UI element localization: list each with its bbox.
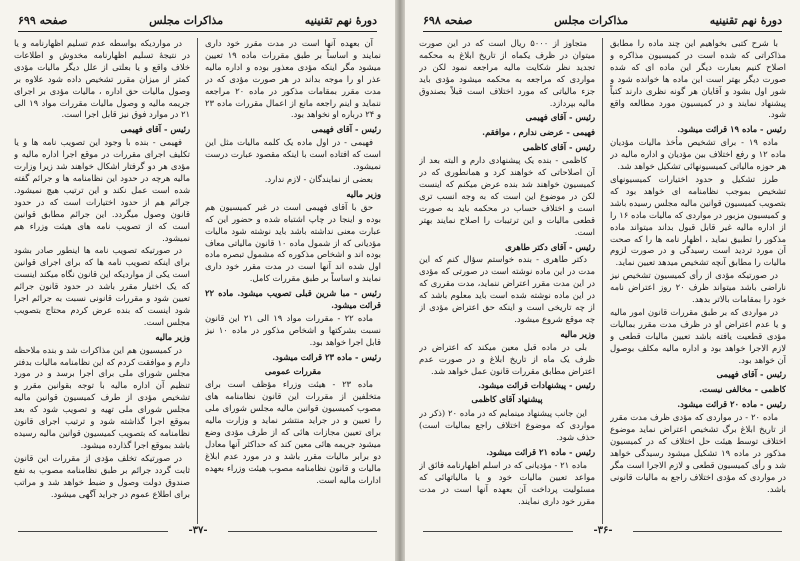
paragraph: با شرح کتبی بخواهیم این چند ماده را مطابق مذاکراتی که شده است در کمیسیون مذاکره و اصلاح کنیم بعبارت دیگر این ماده ای که شده صورت دیگر بهتر است این ماده ها خوانده شود و شور اول بشود و آقایان هر گونه نظری دارند کتباً پیشنهاد نمایند و در کمیسیون مورد مطالعه واقع شود.: [610, 38, 786, 120]
paragraph: در صورتیکه مؤدی از رأی کمیسیون تشخیص نیز ناراضی باشد میتواند ظرف ۲۰ روز اعتراض نامه خود را بمقامات بالاتر بدهد.: [610, 270, 786, 305]
left-header-page-label: صفحه ۶۹۹: [18, 13, 68, 27]
right-page-number: -۳۶-: [573, 525, 633, 536]
left-header-rule: [18, 31, 377, 32]
left-page-number: -۳۷-: [168, 525, 228, 536]
right-page: [405, 0, 800, 561]
left-page-column-right: [205, 38, 381, 524]
speaker-line: فهیمی - عرضی ندارم ، موافقم.: [482, 127, 595, 138]
left-column-divider: [197, 38, 198, 524]
right-footer-rule-right: [632, 531, 782, 532]
left-header-title: مذاکرات مجلس: [149, 13, 224, 27]
paragraph: دکتر طاهری - بنده خواستم سؤال کنم که این مدت در این ماده نوشته است در صورتی که مؤدی در این مدت مقرر اعتراض ننماید، مدت مقرری که در این ماده نوشته شده است باید معلوم باشد که از چه تاریخی است و اینکه حق اعتراض مؤدی از چه موقع شروع میشود.: [419, 254, 595, 324]
speaker-line: رئیس - آقای فهیمی: [120, 124, 190, 135]
section-heading: پیشنهاد آقای کاظمی: [471, 394, 543, 405]
paragraph: این جانب پیشنهاد مینمایم که در ماده ۲۰ (ذکر در مواردی که موضوع اختلاف راجع بمالیات است) حذف شود.: [419, 408, 595, 443]
left-header-term: دورهٔ نهم تقنینیه: [304, 13, 377, 27]
speaker-line: رئیس - آقای فهیمی: [716, 369, 786, 380]
speaker-line: رئیس - مبا شرین قبلی تصویب میشود. ماده ۲۲ قرائت میشود.: [205, 288, 381, 311]
speaker-line: وزیر مالیه: [155, 331, 190, 342]
left-footer-rule-left: [18, 531, 168, 532]
speaker-line: رئیس - ماده ۲۰ قرائت میشود.: [677, 399, 786, 410]
left-footer-rule-right: [227, 531, 377, 532]
paragraph: آن بعهده آنها است در مدت مقرر خود داری نمایند و اساساً بر طبق مقررات ماده ۱۹ تعیین میشود مگر اینکه مؤدی معذور بوده و اداره مالیه عذر او را موجه بداند در هر صورت مؤدی که در مدت مقرر بمقامات مذکور در ماده ۲۰ مراجعه ننماید و اینم راجعه مانع از اعمال مقررات ماده ۲۳ و ۲۴ درباره او نخواهد بود.: [205, 38, 381, 120]
paragraph: بعضی از نمایندگان - لازم ندارد.: [264, 173, 373, 184]
paragraph: ماده ۲۰ - در مواردی که مؤدی ظرف مدت مقرر از تاریخ ابلاغ برگ تشخیص اعتراض نماید موضوع اختلاف توسط هیئت حل اختلاف که در کمیسیون مذکور در ماده ۱۹ تشکیل میشود رسیدگی خواهد شد و رأی کمیسیون قطعی و لازم الاجرا است مگر در مواردی که مؤدی اختلاف راجع به مالیات قانونی باشد.: [610, 412, 786, 494]
paragraph: حق با آقای فهیمی است در غیر کمیسیون هم بوده و اینجا در چاپ اشتباه شده و حضور این که عبارت معنی نداشته باشد باید نوشته شود مالیات مؤدیانی که از شمول ماده ۱۰ قانون مالیاتی معاف بوده اند و اشخاص مذکوره که مشمول تبصره ماده اول شده اند آنها است در مدت مقرر خود داری نمایند و اساساً بر طبق مقررات کامل.: [205, 201, 381, 284]
paragraph: در مواردیکه بواسطه عدم تسلیم اظهارنامه و یا در نتیجهٔ تسلیم اظهارنامه مخدوش و اطلاعات خلاف واقع و یا بعلتی از علل دیگر مالیات مؤدی کمتر از میزان مقرر تشخیص داده شود علاوه بر وصول مالیات حق اداره ، مالیات مؤدی بر اجرای جریمه مالیه و وصول مالیات مقررات مواد ۱۹ الی ۲۱ در موارد فوق نیز قابل اجرا است.: [14, 38, 190, 120]
paragraph: ماده ۲۲ - مقررات مواد ۱۹ الی ۲۱ این قانون نسبت بشرکتها و اشخاص مذکور در ماده ۱۰ نیز قابل اجرا خواهد بود.: [205, 312, 381, 347]
paragraph: کاظمی - بنده یک پیشنهادی دارم و البته بعد از آن اصلاحاتی که خواهند کرد و همانطوری که در کمیسیون خواهند شد بنده عرض میکنم که اینست لکن در موضوع این است که به وجه انسب تری است و اختلاف حساب در محکمه باید به صورت قطعی مالیات و این ترتیبات را اصلاح نمایند بهتر است.: [419, 155, 595, 237]
paragraph: در صورتیکه تصویب نامه ها اینطور صادر بشود برای اینکه تصویب نامه ها که برای اجرای قوانین است یکی از مواردیکه این قانون نگاه میکند اینست که یک اختیار مقرر باشد در حدود قانون جرائم تعیین شود و مقررات قانونی نسبت به جرائم اجرا شود اینست که بنده عرض کردم محتاج بتصویب مجلس است.: [14, 245, 190, 327]
book-gutter: [395, 0, 405, 561]
right-header-title: مذاکرات مجلس: [554, 13, 629, 27]
paragraph: در صورتیکه تخلف مؤدی از مقررات این قانون ثابت گردد جرائم بر طبق نظامنامه مصوب به نفع صندوق دولت وصول و ضبط خواهد شد و مراتب برای اطلاع عموم در جراید آگهی میشود.: [14, 452, 190, 499]
speaker-line: رئیس - ماده ۲۱ قرائت میشود.: [486, 447, 595, 457]
paragraph: متجاوز از ۵۰۰۰ ریال است که در این صورت میتوان در ظرف یکماه از تاریخ ابلاغ به محکمه تجدید نظر شکایت مالیه مراجعه نمود لکن در مواردی که مراجعه به محکمه میشود مؤدی باید جزء مالیاتی که مورد اختلاف است قبلاً بصندوق مالیه بپردازد.: [419, 38, 595, 108]
speaker-line: رئیس - پیشنهادات قرائت میشود.: [478, 380, 595, 391]
left-page: [0, 0, 395, 561]
speaker-line: رئیس - آقای فهیمی: [311, 124, 381, 135]
paragraph: ماده ۲۱ - مؤدیانی که در اسلم اظهارنامه فائق از مواعد تعیین مالیات خود و یا مالیاتهائی که مسئولیت پرداخت آن بعهده آنها است در مدت مقرر خود داری نمایند.: [419, 459, 595, 506]
right-column-divider: [602, 38, 603, 524]
right-header-term: دورهٔ نهم تقنینیه: [709, 13, 782, 27]
right-page-column-left: [419, 38, 595, 524]
speaker-line: رئیس - آقای کاظمی: [522, 142, 595, 153]
speaker-line: وزیر مالیه: [346, 188, 381, 199]
paragraph: در مواردی که بر طبق مقررات قانون امور مالیه و یا عدم اعتراض او در ظرف مدت مقرر بمالیات مؤدی قطعیت یافته باشد تعیین مالیات قطعی و لازم الاجرا خواهد بود و اداره مالیه مکلف بوصول آن خواهد بود.: [610, 306, 786, 365]
speaker-line: رئیس - آقای فهیمی: [525, 112, 595, 123]
paragraph: بلی در ماده قبل معین میکند که اعتراض در ظرف یک ماه از تاریخ ابلاغ و در صورت عدم اعتراض مطابق مقررات قانون عمل خواهد شد.: [419, 341, 595, 376]
paragraph: طرز تشکیل و حدود اختیارات کمیسیونهای تشخیص بموجب نظامنامه ای خواهد بود که بتصویب کمیسیون قوانین مالیه مجلس رسیده باشد و کمیسیون مزبور در مواردی که مالیات ماده ۱۶ را از اداره مالیه غیر قابل قبول بداند میتواند ماده مذکور را تطبیق نماید ، اظهار نامه ها را که صحت آن مورد تردید است رسیدگی و در صورت لزوم مالیات را مطابق آنچه تشخیص میدهد تعیین نماید.: [610, 173, 786, 268]
left-page-header: [18, 12, 377, 28]
section-heading: مقررات عمومی: [264, 365, 322, 376]
paragraph: فهیمی - بنده با وجود این تصویب نامه ها و یا تکلیف اجرای مقررات در موقع اجرا اداره مالیه و مؤدی هر دو گرفتار اشکال خواهند شد زیرا وزارت مالیه هرچه در حدود این نظامنامه ها و جرائم گفته شده است عمل نکند و این ترتیب هیچ نمیشود. جرائم هم از حدود اختیارات است که در حدود قانون وصول میگردد. این جرائم مطابق قوانین است که از تصویب نامه های هیئت وزراء هم نمیشود.: [14, 137, 190, 243]
paragraph: ماده ۱۹ - برای تشخیص مأخذ مالیات مؤدیان ماده ۱۲ و رفع اختلاف بین مؤدیان و اداره مالیه در هر حوزه مالیاتی کمیسیونهائی تشکیل خواهد شد.: [610, 137, 786, 172]
speaker-line: کاظمی - مخالفی نیست.: [699, 384, 786, 395]
speaker-line: رئیس - ماده ۱۹ قرائت میشود.: [677, 124, 786, 135]
right-header-page-label: صفحه ۶۹۸: [423, 13, 473, 27]
right-footer-rule-left: [423, 531, 573, 532]
right-page-header: [423, 12, 782, 28]
left-page-column-left: [14, 38, 190, 524]
speaker-line: رئیس - آقای دکتر طاهری: [505, 241, 595, 252]
right-page-column-right: [610, 38, 786, 524]
right-header-rule: [423, 31, 782, 32]
speaker-line: رئیس - ماده ۲۳ قرائت میشود.: [272, 351, 381, 362]
paragraph: فهیمی - در اول ماده یک کلمه مالیات مثل این است که افتاده است با اینکه مقصود عبارت درست نمیشود.: [205, 137, 381, 172]
paragraph: ماده ۲۳ - هیئت وزراء مؤظف است برای متخلفین از مقررات این قانون نظامنامه های مصوب کمیسیون قوانین مالیه مجلس شورای ملی را تعیین و در جراید منتشر نماید و وزارت مالیه برای تعیین مجازات هائی که از طرف مؤدی وضع میشود جریمه هائی معین کند که حداکثر آنها معادل دو برابر مالیات مقرر باشد و در مورد عدم ابلاغ مالیات و قانون نظامنامه مصوب هیئت وزراء بعهده ادارات مالیه است.: [205, 379, 381, 485]
paragraph: در کمیسیون هم این مذاکرات شد و بنده ملاحظه دارم و موافقت کردم که این نظامنامه مالیات بدفتر مجلس شورای ملی برای اجرا برسد و در مورد تنظیم آن اداره مالیه با توجه بقوانین مقرر و تشخیص مؤدی از طرف کمیسیون قوانین مالیه مجلس شورای ملی تهیه و تصویب شود که بعد بموقع اجرا گذاشته شود و ترتیب اجرای قانون نظامنامه که بتصویب کمیسیون قوانین مالیه رسیده باشد بموقع اجرا گذارده میشود.: [14, 344, 190, 450]
speaker-line: وزیر مالیه: [560, 328, 595, 339]
